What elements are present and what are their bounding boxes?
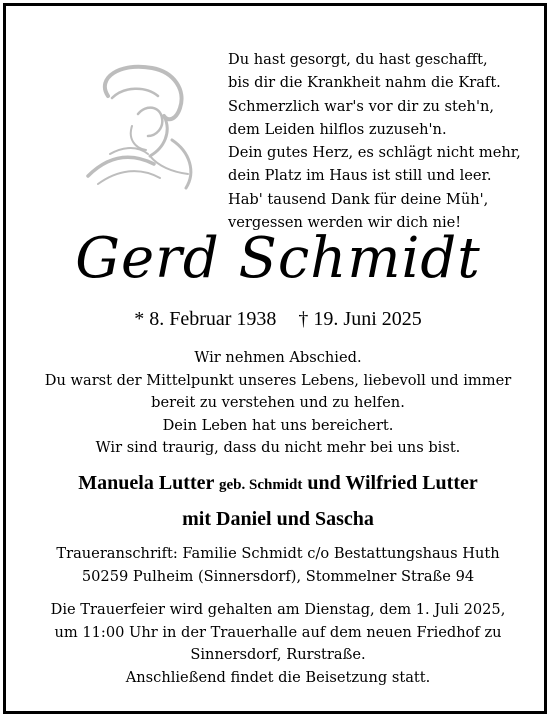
poem-line: Du hast gesorgt, du hast geschafft, [228, 51, 488, 68]
mourner-connector: und Wilfried Lutter [307, 472, 478, 494]
funeral-ceremony-info [6, 599, 550, 689]
message-line: bereit zu verstehen und zu helfen. [151, 394, 405, 412]
farewell-message [6, 347, 550, 460]
mourner-name: Manuela Lutter [78, 472, 214, 494]
message-line: Du warst der Mittelpunkt unseres Lebens, liebevoll und immer [44, 371, 512, 389]
address-line: Traueranschrift: Familie Schmidt c/o Bestattungshaus Huth [56, 545, 500, 562]
mourning-hands-illustration [68, 56, 220, 208]
birth-date: * 8. Februar 1938 [134, 308, 277, 330]
poem [228, 48, 528, 234]
message-line: Wir nehmen Abschied. [194, 349, 362, 366]
ceremony-line: um 11:00 Uhr in der Trauerhalle auf dem neuen Friedhof zu [54, 623, 502, 641]
address-line: 50259 Pulheim (Sinnersdorf), Stommelner Straße 94 [81, 567, 475, 585]
message-line: Wir sind traurig, dass du nicht mehr bei uns bist. [95, 439, 461, 457]
poem-line: Dein gutes Herz, es schlägt nicht mehr, [228, 144, 521, 162]
death-date: † 19. Juni 2025 [298, 308, 422, 330]
poem-line: dein Platz im Haus ist still und leer. [228, 167, 492, 185]
life-dates [6, 306, 550, 332]
poem-line: Hab' tausend Dank für deine Müh', [228, 190, 489, 208]
mourners [6, 466, 550, 536]
poem-line: Schmerzlich war's vor dir zu steh'n, [228, 97, 495, 115]
message-line: Dein Leben hat uns bereichert. [162, 416, 394, 434]
poem-line: vergessen werden wir dich nie! [228, 214, 462, 232]
mourners-line-2: mit Daniel und Sascha [182, 508, 374, 530]
poem-line: dem Leiden hilflos zuzuseh'n. [228, 120, 447, 138]
ceremony-line: Sinnersdorf, Rurstraße. [190, 646, 366, 664]
mourners-line-1 [6, 466, 550, 502]
ceremony-line: Anschließend findet die Beisetzung statt. [125, 668, 431, 686]
maiden-name: geb. Schmidt [219, 477, 303, 493]
poem-line: bis dir die Krankheit nahm die Kraft. [228, 74, 501, 92]
deceased-name: Gerd Schmidt [75, 226, 481, 291]
ceremony-line: Die Trauerfeier wird gehalten am Dienstag, dem 1. Juli 2025, [50, 601, 506, 618]
obituary-frame [3, 3, 547, 714]
mourning-address [6, 543, 550, 588]
